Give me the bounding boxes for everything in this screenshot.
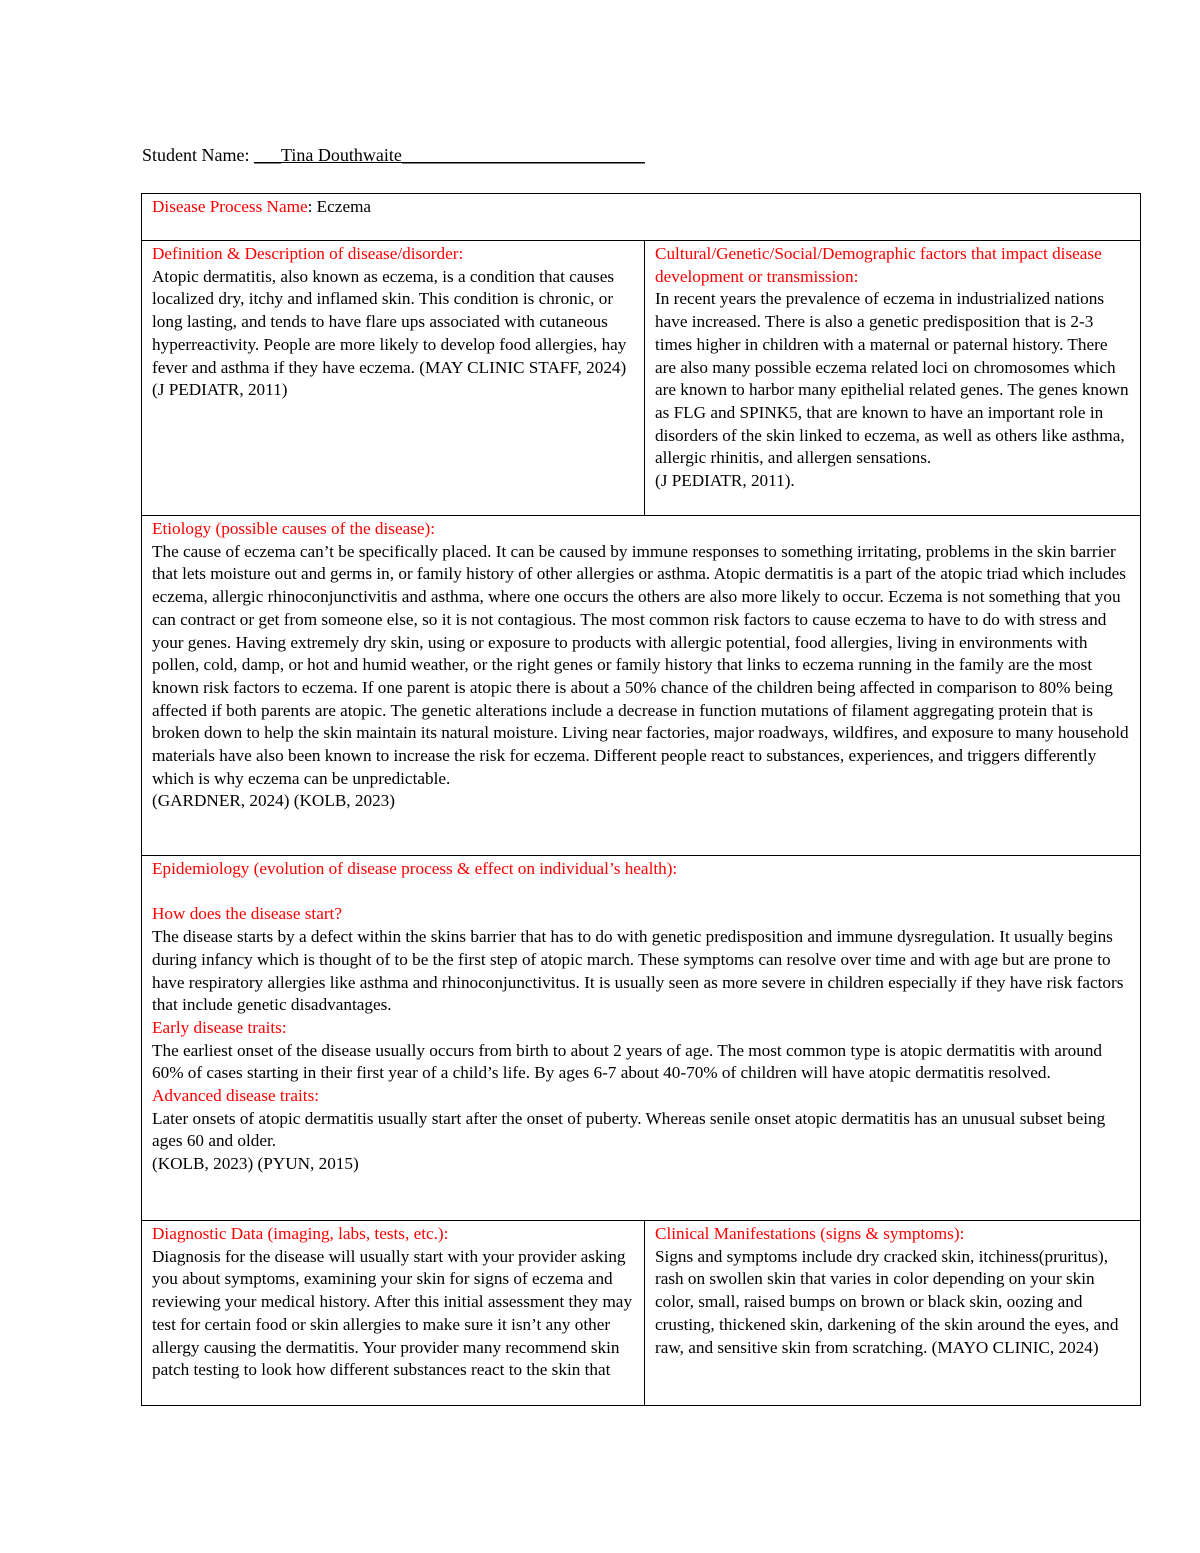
definition-body: Atopic dermatitis, also known as eczema, is a condition that causes localized dry, itchy and inflamed skin. This condition is chronic, or long lasting, and tends to have flare ups associated with cutaneous hyperreactivity. People are more likely to develop food allergies, hay fever and asthma if they have eczema. (MAY CLINIC STAFF, 2024) (J PEDIATR, 2011)	[152, 266, 627, 400]
student-name-value: ___Tina Douthwaite___________________________	[253, 145, 645, 165]
clinical-heading: Clinical Manifestations (signs & symptoms):	[655, 1224, 965, 1243]
epidemiology-citation: (KOLB, 2023) (PYUN, 2015)	[152, 1154, 359, 1174]
etiology-heading: Etiology (possible causes of the disease):	[152, 519, 436, 538]
student-name-line	[142, 144, 645, 166]
factors-body: In recent years the prevalence of eczema in industrialized nations have increased. There is also a genetic predisposition that is 2-3 times higher in children with a maternal or paternal history. There are also many possible eczema related loci on chromosomes which are known to harbor many epithelial related genes. The genes known as FLG and SPINK5, that are known to have an important role in disorders of the skin linked to eczema, as well as others like asthma, allergic rhinitis, and allergen sensations.	[655, 289, 1129, 468]
disease-name-row	[142, 194, 1141, 241]
early-traits-body: The earliest onset of the disease usually occurs from birth to about 2 years of age. The most common type is atopic dermatitis with around 60% of cases starting in their first year of a child’s life. By ages 6-7 about 40-70% of children will have atopic dermatitis resolved.	[152, 1040, 1103, 1083]
etiology-cell	[142, 516, 1141, 856]
epidemiology-spacer	[152, 881, 1130, 904]
definition-factors-row	[142, 241, 1141, 516]
early-traits-heading: Early disease traits:	[152, 1017, 287, 1037]
factors-cell	[645, 241, 1141, 516]
etiology-citation: (GARDNER, 2024) (KOLB, 2023)	[152, 791, 395, 811]
advanced-traits-body: Later onsets of atopic dermatitis usually start after the onset of puberty. Whereas senile onset atopic dermatitis has an unusual subset being ages 60 and older.	[152, 1108, 1106, 1151]
epidemiology-cell	[142, 856, 1141, 1221]
advanced-traits-heading: Advanced disease traits:	[152, 1086, 320, 1106]
epidemiology-heading: Epidemiology (evolution of disease process & effect on individual’s health):	[152, 859, 678, 878]
definition-cell	[142, 241, 645, 516]
etiology-body: The cause of eczema can’t be specifically placed. It can be caused by immune responses to something irritating, problems in the skin barrier that lets moisture out and germs in, or family history of other allergies or asthma. Atopic dermatitis is a part of the atopic triad which includes eczema, allergic rhinoconjunctivitis and asthma, where one occurs the others are also more likely to occur. Eczema is not something that you can contract or get from someone else, so it is not contagious. The most common risk factors to cause eczema to have to do with stress and your genes. Having extremely dry skin, using or exposure to products with allergic potential, food allergies, living in environments with pollen, cold, damp, or hot and humid weather, or the right genes or family history that links to eczema running in the family are the most known risk factors to eczema. If one parent is atopic there is about a 50% chance of the children being affected in comparison to 80% being affected if both parents are atopic. The genetic alterations include a decrease in function mutations of filament aggregating protein that is broken down to help the skin maintain its natural moisture. Living near factories, major roadways, wildfires, and exposure to many household materials have also been known to increase the risk for eczema. Different people react to substances, experiences, and triggers differently which is why eczema can be unpredictable.	[152, 541, 1129, 788]
diagnostic-body: Diagnosis for the disease will usually start with your provider asking you about symptoms, examining your skin for signs of eczema and reviewing your medical history. After this initial assessment they may test for certain food or skin allergies to make sure it isn’t any other allergy causing the dermatitis. Your provider many recommend skin patch testing to look how different substances react to the skin that	[152, 1246, 633, 1380]
student-name-label: Student Name:	[142, 145, 254, 165]
epidemiology-row	[142, 856, 1141, 1221]
disease-name-label: Disease Process Name	[152, 197, 308, 216]
diagnostic-cell	[142, 1221, 645, 1406]
disease-name-cell	[142, 194, 1141, 241]
diagnostic-heading: Diagnostic Data (imaging, labs, tests, etc.):	[152, 1224, 449, 1243]
clinical-body: Signs and symptoms include dry cracked skin, itchiness(pruritus), rash on swollen skin that varies in color depending on your skin color, small, raised bumps on brown or black skin, oozing and crusting, thickened skin, darkening of the skin around the eyes, and raw, and sensitive skin from scratching. (MAYO CLINIC, 2024)	[655, 1246, 1119, 1357]
definition-heading: Definition & Description of disease/disorder:	[152, 244, 464, 263]
disease-process-table	[141, 193, 1141, 1406]
disease-start-heading: How does the disease start?	[152, 904, 342, 924]
disease-start-body: The disease starts by a defect within the skins barrier that has to do with genetic predisposition and immune dysregulation. It usually begins during infancy which is thought of to be the first step of atopic march. These symptoms can resolve over time and with age but are prone to have respiratory allergies like asthma and rhinoconjunctivitus. It is usually seen as more severe in children especially if they have risk factors that include genetic disadvantages.	[152, 927, 1124, 1015]
disease-name-value: : Eczema	[307, 197, 372, 216]
etiology-row	[142, 516, 1141, 856]
factors-heading: Cultural/Genetic/Social/Demographic factors that impact disease development or transmission:	[655, 244, 1102, 286]
clinical-cell	[645, 1221, 1141, 1406]
diagnostic-clinical-row	[142, 1221, 1141, 1406]
factors-citation: (J PEDIATR, 2011).	[655, 471, 795, 491]
